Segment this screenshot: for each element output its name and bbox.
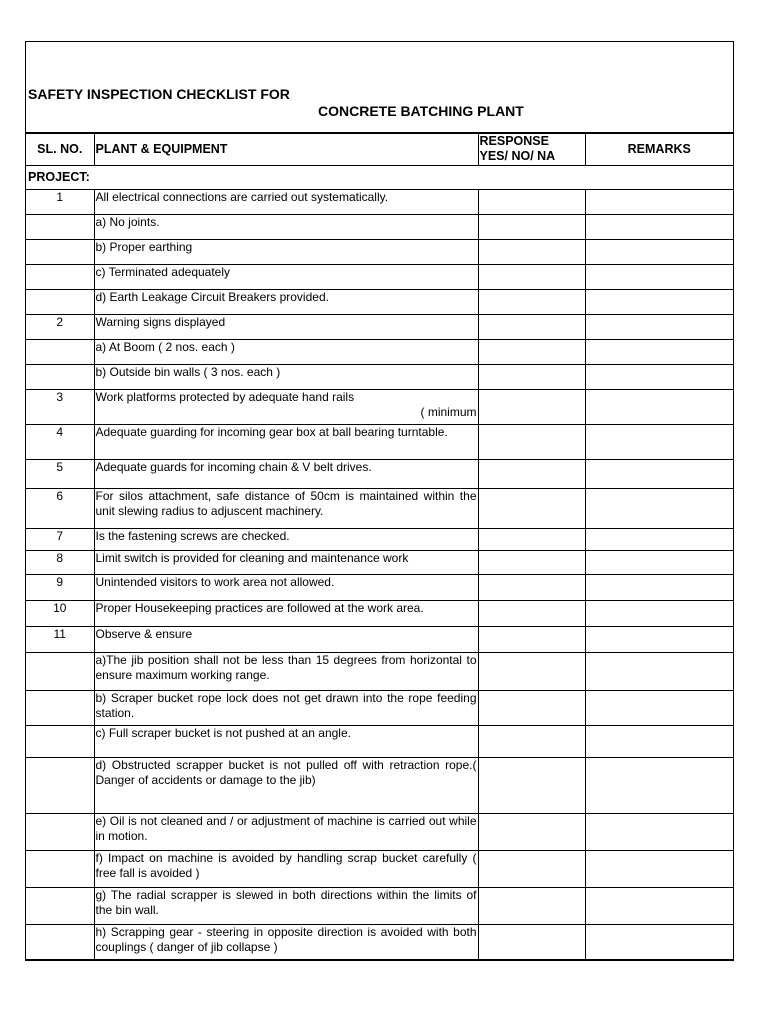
row-sl [26,339,94,364]
remarks-cell[interactable] [585,239,733,264]
remarks-cell[interactable] [585,813,733,850]
table-row [26,690,733,725]
row-description: h) Scrapping gear - steering in opposite direction is avoided with both couplings ( danger of jib collapse ) [94,924,478,959]
remarks-cell[interactable] [585,550,733,574]
row-description: c) Terminated adequately [94,264,478,289]
response-cell[interactable] [478,264,585,289]
remarks-cell[interactable] [585,289,733,314]
response-cell[interactable] [478,652,585,690]
row-description: f) Impact on machine is avoided by handling scrap bucket carefully ( free fall is avoided ) [94,850,478,887]
response-cell[interactable] [478,364,585,389]
response-cell[interactable] [478,189,585,214]
response-cell[interactable] [478,339,585,364]
row-sl [26,264,94,289]
row-description: Adequate guarding for incoming gear box at ball bearing turntable. [94,424,478,459]
row-description: g) The radial scrapper is slewed in both directions within the limits of the bin wall. [94,887,478,924]
remarks-cell[interactable] [585,214,733,239]
project-label: PROJECT: [26,165,733,189]
row-sl [26,757,94,813]
table-row [26,488,733,528]
remarks-cell[interactable] [585,725,733,757]
table-row [26,725,733,757]
row-description: All electrical connections are carried out systematically. [94,189,478,214]
response-cell[interactable] [478,424,585,459]
row-sl: 3 [26,389,94,424]
header-response-options: YES/ NO/ NA [479,149,556,164]
response-cell[interactable] [478,574,585,600]
project-row [26,165,733,189]
remarks-cell[interactable] [585,189,733,214]
response-cell[interactable] [478,389,585,424]
row-description: e) Oil is not cleaned and / or adjustment of machine is carried out while in motion. [94,813,478,850]
row-description: b) Scraper bucket rope lock does not get drawn into the rope feeding station. [94,690,478,725]
row-description: b) Proper earthing [94,239,478,264]
response-cell[interactable] [478,289,585,314]
response-cell[interactable] [478,887,585,924]
row-description: d) Earth Leakage Circuit Breakers provided. [94,289,478,314]
row-sl [26,887,94,924]
remarks-cell[interactable] [585,850,733,887]
table-row [26,924,733,959]
row-sl: 4 [26,424,94,459]
response-cell[interactable] [478,813,585,850]
remarks-cell[interactable] [585,488,733,528]
table-row [26,459,733,488]
row-description: Proper Housekeeping practices are followed at the work area. [94,600,478,626]
row-sl [26,214,94,239]
table-row [26,574,733,600]
row-description: For silos attachment, safe distance of 50cm is maintained within the unit slewing radius to adjuscent machinery. [94,488,478,528]
row-description: Adequate guards for incoming chain & V belt drives. [94,459,478,488]
remarks-cell[interactable] [585,652,733,690]
row-description: a) At Boom ( 2 nos. each ) [94,339,478,364]
row-sl: 8 [26,550,94,574]
header-sl-no: SL. NO. [26,133,94,165]
response-cell[interactable] [478,626,585,652]
row-description: Limit switch is provided for cleaning and maintenance work [94,550,478,574]
row-sl: 9 [26,574,94,600]
row-sl: 7 [26,528,94,550]
checklist-table [26,132,733,960]
remarks-cell[interactable] [585,887,733,924]
row-description: Is the fastening screws are checked. [94,528,478,550]
row-description: c) Full scraper bucket is not pushed at an angle. [94,725,478,757]
response-cell[interactable] [478,214,585,239]
table-row [26,239,733,264]
table-row [26,389,733,424]
response-cell[interactable] [478,459,585,488]
table-row [26,813,733,850]
title-line-1: SAFETY INSPECTION CHECKLIST FOR [28,86,290,102]
remarks-cell[interactable] [585,626,733,652]
remarks-cell[interactable] [585,314,733,339]
row-sl: 1 [26,189,94,214]
header-plant-equipment: PLANT & EQUIPMENT [94,133,478,165]
remarks-cell[interactable] [585,364,733,389]
response-cell[interactable] [478,488,585,528]
row-sl [26,850,94,887]
row-sl: 5 [26,459,94,488]
table-row [26,339,733,364]
row-sl: 6 [26,488,94,528]
response-cell[interactable] [478,690,585,725]
remarks-cell[interactable] [585,600,733,626]
header-row [26,133,733,165]
header-response [478,133,585,165]
table-row [26,757,733,813]
checklist-sheet [25,41,734,961]
table-row [26,289,733,314]
table-row [26,189,733,214]
response-cell[interactable] [478,850,585,887]
table-row [26,528,733,550]
row-description: a) No joints. [94,214,478,239]
remarks-cell[interactable] [585,574,733,600]
row-description: d) Obstructed scrapper bucket is not pulled off with retraction rope.( Danger of accidents or damage to the jib) [94,757,478,813]
row-sl: 2 [26,314,94,339]
row-description: Unintended visitors to work area not allowed. [94,574,478,600]
table-row [26,887,733,924]
remarks-cell[interactable] [585,339,733,364]
header-response-label: RESPONSE [479,134,549,149]
table-row [26,214,733,239]
row-description: a)The jib position shall not be less than 15 degrees from horizontal to ensure maximum working range. [94,652,478,690]
table-row [26,364,733,389]
row-sl [26,725,94,757]
remarks-cell[interactable] [585,264,733,289]
title-line-2: CONCRETE BATCHING PLANT [318,103,524,119]
row-description: Warning signs displayed [94,314,478,339]
table-row [26,264,733,289]
remarks-cell[interactable] [585,424,733,459]
response-cell[interactable] [478,314,585,339]
row-sl: 10 [26,600,94,626]
remarks-cell[interactable] [585,389,733,424]
header-remarks: REMARKS [585,133,733,165]
row-sl: 11 [26,626,94,652]
row-sl [26,652,94,690]
response-cell[interactable] [478,550,585,574]
response-cell[interactable] [478,757,585,813]
row-sl [26,239,94,264]
response-cell[interactable] [478,600,585,626]
row-sl [26,813,94,850]
remarks-cell[interactable] [585,757,733,813]
row-sl [26,690,94,725]
table-row [26,626,733,652]
row-description: b) Outside bin walls ( 3 nos. each ) [94,364,478,389]
table-row [26,550,733,574]
table-row [26,314,733,339]
table-row [26,652,733,690]
row-sl [26,364,94,389]
table-row [26,600,733,626]
table-row [26,424,733,459]
response-cell[interactable] [478,528,585,550]
remarks-cell[interactable] [585,924,733,959]
row-description-line: Work platforms protected by adequate hand rails [95,389,355,404]
remarks-cell[interactable] [585,690,733,725]
row-description: Observe & ensure [94,626,478,652]
row-description [94,389,478,424]
row-description-continuation: ( minimum [420,404,477,419]
response-cell[interactable] [478,924,585,959]
response-cell[interactable] [478,725,585,757]
table-row [26,850,733,887]
row-sl [26,924,94,959]
response-cell[interactable] [478,239,585,264]
row-sl [26,289,94,314]
remarks-cell[interactable] [585,528,733,550]
remarks-cell[interactable] [585,459,733,488]
